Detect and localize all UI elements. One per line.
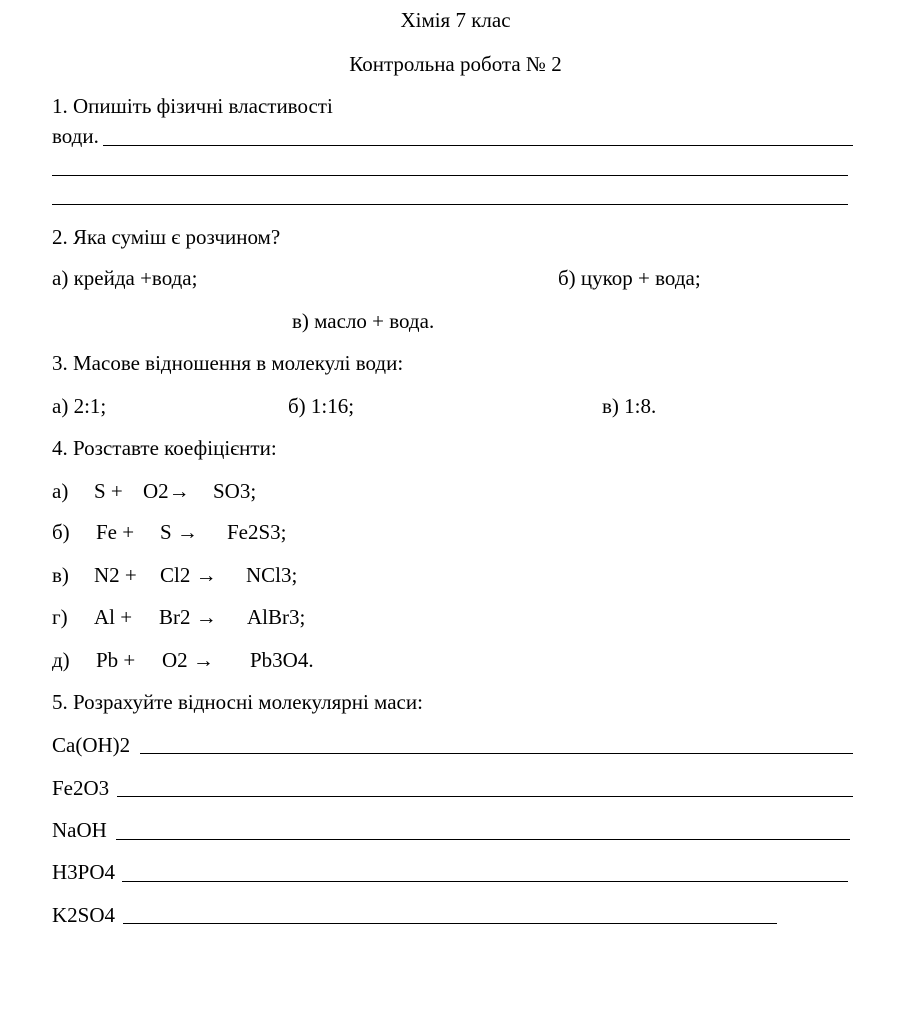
equation-product: AlBr3;: [247, 605, 306, 629]
equation-reactant-2: O2→: [143, 479, 190, 503]
equation-letter: б): [52, 520, 70, 544]
equation-reactant-1: Pb +: [96, 648, 136, 672]
question-2-option-a: а) крейда +вода;: [52, 266, 198, 290]
formula-label: NaOH: [52, 818, 107, 842]
equation-reactant-2: Cl2 →: [160, 563, 217, 587]
equation-product: Fe2S3;: [227, 520, 287, 544]
formula-label: Ca(OH)2: [52, 733, 131, 757]
answer-line[interactable]: [116, 839, 850, 840]
formula-label: K2SO4: [52, 903, 116, 927]
equation-reactant-1: Al +: [94, 605, 133, 629]
question-3-option-b: б) 1:16;: [288, 394, 355, 418]
equation-product: Pb3O4.: [250, 648, 314, 672]
question-2-option-c: в) масло + вода.: [292, 309, 435, 333]
question-2-text: 2. Яка суміш є розчином?: [52, 225, 281, 249]
formula-label: H3PO4: [52, 860, 116, 884]
equation-reactant-1: Fe +: [96, 520, 135, 544]
equation-letter: в): [52, 563, 69, 587]
answer-line[interactable]: [123, 923, 777, 924]
equation-reactant-2: S →: [160, 520, 198, 544]
answer-line-3[interactable]: [52, 204, 848, 205]
question-2-option-b: б) цукор + вода;: [558, 266, 701, 290]
equation-letter: д): [52, 648, 70, 672]
question-3-option-c: в) 1:8.: [602, 394, 657, 418]
page-title: Хімія 7 клас: [400, 8, 511, 32]
equation-letter: г): [52, 605, 68, 629]
answer-line-1[interactable]: [103, 145, 853, 146]
answer-line[interactable]: [117, 796, 853, 797]
answer-line[interactable]: [122, 881, 848, 882]
equation-product: SO3;: [213, 479, 257, 503]
equation-product: NCl3;: [246, 563, 298, 587]
equation-reactant-1: N2 +: [94, 563, 137, 587]
question-3-option-a: а) 2:1;: [52, 394, 107, 418]
question-4-text: 4. Розставте коефіцієнти:: [52, 436, 277, 460]
answer-line-2[interactable]: [52, 175, 848, 176]
question-1-text: 1. Опишіть фізичні властивості: [52, 94, 333, 118]
test-subtitle: Контрольна робота № 2: [349, 52, 562, 76]
question-3-text: 3. Масове відношення в молекулі води:: [52, 351, 404, 375]
question-1-continuation: води.: [52, 124, 99, 148]
equation-reactant-2: Br2 →: [159, 605, 217, 629]
equation-reactant-2: O2 →: [162, 648, 214, 672]
equation-reactant-1: S +: [94, 479, 123, 503]
formula-label: Fe2O3: [52, 776, 110, 800]
equation-letter: а): [52, 479, 69, 503]
answer-line[interactable]: [140, 753, 853, 754]
question-5-text: 5. Розрахуйте відносні молекулярні маси:: [52, 690, 423, 714]
